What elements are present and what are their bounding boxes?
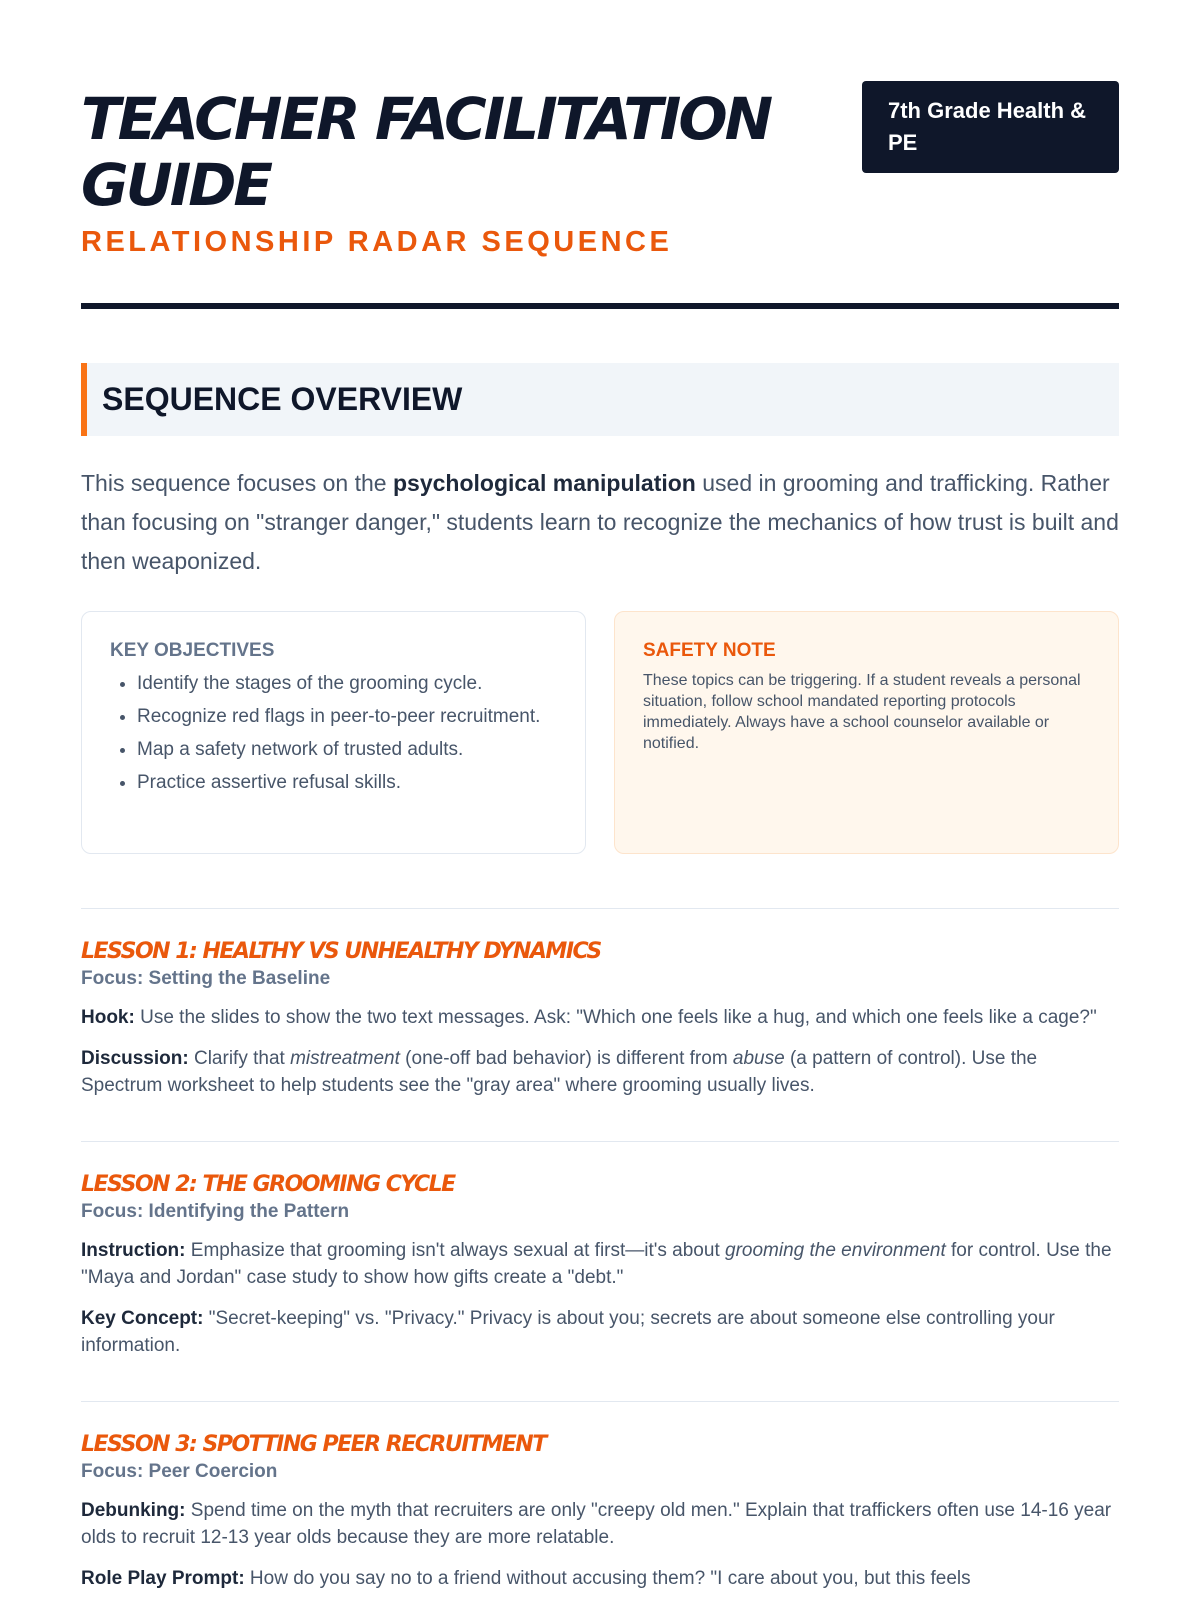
lesson-title: LESSON 3: SPOTTING PEER RECRUITMENT xyxy=(81,1432,546,1457)
para-text: Use the slides to show the two text messages. Ask: "Which one feels like a hug, and which one feels like a cage?" xyxy=(134,1007,1097,1028)
objective-item: • Identify the stages of the grooming cycle. xyxy=(137,670,557,697)
para-text: for control. Use the "Maya and Jordan" case study to show how gifts create a "debt." xyxy=(81,1240,1112,1288)
para-text: How do you say no to a friend without accusing them? "I care about you, but this feels xyxy=(244,1568,971,1589)
para-text: (one-off bad behavior) is different from xyxy=(399,1048,733,1069)
para-text: Emphasize that grooming isn't always sexual at first—it's about xyxy=(185,1240,725,1261)
lesson-3 xyxy=(81,1401,1119,1592)
card-title: SAFETY NOTE xyxy=(643,640,776,661)
lesson-paragraph xyxy=(81,1497,1119,1551)
para-text: "Secret-keeping" vs. "Privacy." Privacy is about you; secrets are about someone else controlling your information. xyxy=(81,1308,1055,1356)
lesson-paragraph xyxy=(81,1004,1119,1031)
grade-badge: 7th Grade Health & PE xyxy=(862,81,1119,173)
para-label: Key Concept: xyxy=(81,1308,204,1329)
lesson-paragraph xyxy=(81,1565,1119,1592)
para-label: Discussion: xyxy=(81,1048,189,1069)
lesson-paragraph xyxy=(81,1305,1119,1359)
intro-text: used in grooming and trafficking. Rather than focusing on "stranger danger," students learn to recognize the mechanics of how trust is built and then weaponized. xyxy=(81,470,1119,574)
objective-item: • Practice assertive refusal skills. xyxy=(137,769,557,796)
section-heading-overview: SEQUENCE OVERVIEW xyxy=(81,363,1119,436)
lesson-paragraph xyxy=(81,1045,1119,1099)
safety-note-card xyxy=(614,611,1119,854)
para-text: Spend time on the myth that recruiters are only "creepy old men." Explain that traffickers often use 14-16 year olds to recruit 12-13 year olds because they are more relatable. xyxy=(81,1500,1112,1548)
lesson-title: LESSON 1: HEALTHY VS UNHEALTHY DYNAMICS xyxy=(81,939,601,964)
lesson-title: LESSON 2: THE GROOMING CYCLE xyxy=(81,1172,455,1197)
key-objectives-card xyxy=(81,611,586,854)
header-divider xyxy=(81,303,1119,309)
intro-emphasis: psychological manipulation xyxy=(392,470,696,496)
info-cards xyxy=(81,611,1119,854)
para-italic: grooming the environment xyxy=(725,1240,946,1261)
para-text: (a pattern of control). Use the Spectrum worksheet to help students see the "gray area" where grooming usually lives. xyxy=(81,1048,1038,1096)
para-text: Clarify that xyxy=(188,1048,291,1069)
safety-note-text: These topics can be triggering. If a student reveals a personal situation, follow school mandated reporting protocols immediately. Always have a school counselor available or notified. xyxy=(643,672,1081,752)
para-label: Role Play Prompt: xyxy=(81,1568,245,1589)
lesson-1 xyxy=(81,908,1119,1099)
objective-item: • Map a safety network of trusted adults. xyxy=(137,736,557,763)
lesson-focus: Focus: Setting the Baseline xyxy=(81,968,331,989)
para-italic: abuse xyxy=(732,1048,785,1069)
lesson-paragraph xyxy=(81,1237,1119,1291)
para-label: Hook: xyxy=(81,1007,135,1028)
lesson-focus: Focus: Peer Coercion xyxy=(81,1461,278,1482)
overview-intro xyxy=(81,464,1119,581)
lesson-focus: Focus: Identifying the Pattern xyxy=(81,1201,350,1222)
para-label: Instruction: xyxy=(81,1240,186,1261)
para-italic: mistreatment xyxy=(290,1048,400,1069)
intro-text: This sequence focuses on the xyxy=(81,470,393,496)
page-title: TEACHER FACILITATION GUIDE xyxy=(81,85,771,219)
card-title: KEY OBJECTIVES xyxy=(110,640,275,661)
page-subtitle: RELATIONSHIP RADAR SEQUENCE xyxy=(81,226,673,258)
lesson-2 xyxy=(81,1141,1119,1359)
objective-item: • Recognize red flags in peer-to-peer recruitment. xyxy=(137,703,557,730)
page-header xyxy=(81,80,1119,218)
para-label: Debunking: xyxy=(81,1500,186,1521)
